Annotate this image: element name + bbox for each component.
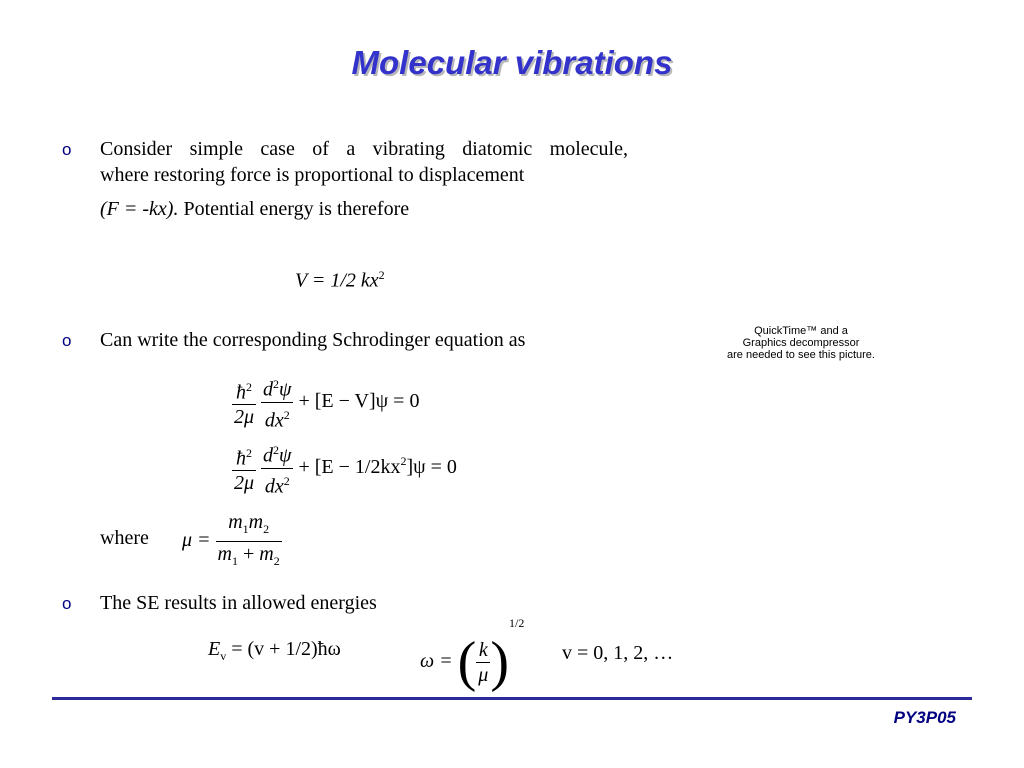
left-paren: ( <box>457 631 477 694</box>
hbar-fraction <box>232 375 256 430</box>
subscript: 1 <box>232 554 238 568</box>
exponent: 2 <box>273 377 280 391</box>
exponent: 2 <box>283 473 290 488</box>
energy-subscript: v <box>220 649 227 663</box>
potential-exponent: 2 <box>378 268 385 282</box>
where-label: where <box>100 527 149 549</box>
slide-title: Molecular vibrations <box>351 44 673 81</box>
subscript: 2 <box>263 522 270 536</box>
derivative-fraction <box>261 438 293 498</box>
course-code: PY3P05 <box>893 708 956 727</box>
omega-equation <box>420 616 525 694</box>
energy-equation <box>208 638 341 664</box>
force-law: (F = -kx). <box>100 198 179 220</box>
bullet-marker: o <box>62 594 72 613</box>
omega-fraction <box>476 638 490 687</box>
energy-rhs: = (v + 1/2)ħω <box>231 638 341 660</box>
quicktime-placeholder <box>718 325 884 361</box>
d: d <box>263 444 274 467</box>
bullet2-text: Can write the corresponding Schrodinger equation as <box>100 329 526 351</box>
mu: μ <box>478 663 489 686</box>
se2-rest-b: ]ψ = 0 <box>406 455 457 478</box>
schrodinger-equation-2 <box>232 438 457 498</box>
plus: + <box>238 543 260 565</box>
right-paren: ) <box>490 631 509 694</box>
bullet-marker: o <box>62 140 72 159</box>
two-mu: 2μ <box>234 406 255 429</box>
derivative-fraction <box>261 372 293 432</box>
bullet1-line2: where restoring force is proportional to displacement <box>100 164 525 186</box>
bullet1-line3 <box>100 196 409 222</box>
d: d <box>263 378 274 401</box>
exponent: 2 <box>400 454 407 469</box>
hbar: ħ <box>236 381 247 404</box>
quantum-number-values: v = 0, 1, 2, … <box>562 642 674 664</box>
reduced-mass-fraction <box>216 510 282 573</box>
hbar-fraction <box>232 441 256 496</box>
dx: dx <box>264 475 284 498</box>
bullet-marker: o <box>62 331 72 350</box>
schrodinger-equation-1 <box>232 372 419 432</box>
bullet1-line1: Consider simple case of a vibrating diatomic molecule, <box>100 138 628 160</box>
subscript: 1 <box>242 522 249 536</box>
omega-lhs: ω = <box>420 650 453 672</box>
exponent: 2 <box>273 443 280 457</box>
subscript: 2 <box>273 554 280 568</box>
exponent: 2 <box>283 407 290 422</box>
dx: dx <box>264 409 284 432</box>
m: m <box>259 543 274 565</box>
quicktime-line3: are needed to see this picture. <box>727 349 875 361</box>
hbar: ħ <box>236 447 247 470</box>
se2-rest-a: + [E − 1/2kx <box>298 455 401 478</box>
m: m <box>228 511 243 533</box>
m: m <box>248 511 264 533</box>
bullet1-line3-text: Potential energy is therefore <box>183 198 410 220</box>
exponent: 2 <box>246 379 253 394</box>
half-exponent: 1/2 <box>508 616 525 630</box>
quicktime-line1: QuickTime™ and a <box>754 325 848 337</box>
m: m <box>217 543 232 565</box>
reduced-mass-equation <box>182 510 282 573</box>
potential-formula: V = 1/2 kx <box>295 269 379 292</box>
two-mu: 2μ <box>234 472 255 495</box>
k: k <box>478 638 488 661</box>
se1-rest: + [E − V]ψ = 0 <box>298 389 420 412</box>
exponent: 2 <box>246 445 253 460</box>
psi: ψ <box>279 444 292 467</box>
potential-equation <box>295 262 385 294</box>
psi: ψ <box>279 378 292 401</box>
quicktime-line2: Graphics decompressor <box>742 337 860 349</box>
bullet3-text: The SE results in allowed energies <box>100 592 377 614</box>
energy-e: E <box>208 638 221 660</box>
mu-lhs: μ = <box>182 529 211 552</box>
footer-rule <box>52 697 972 700</box>
